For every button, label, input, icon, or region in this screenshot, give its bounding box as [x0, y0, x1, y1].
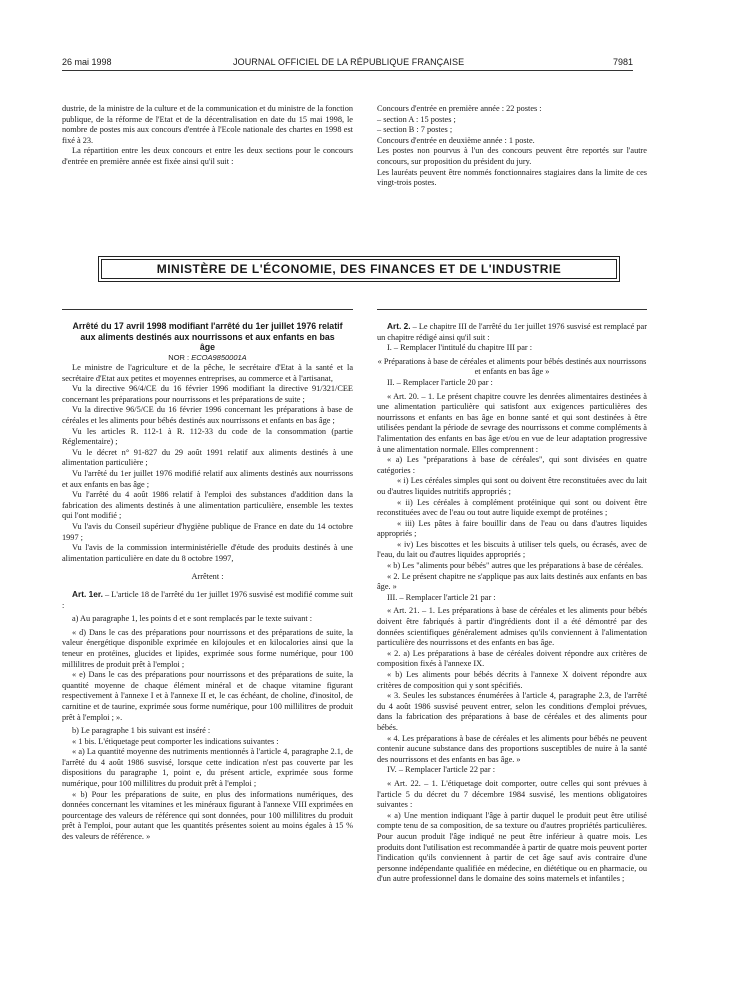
- article-2-text: – Le chapitre III de l'arrêté du 1er juillet 1976 susvisé est remplacé par un chapitre rédigé ainsi qu'il suit :: [377, 322, 647, 342]
- paragraph: Vu l'avis du Conseil supérieur d'hygiène publique de France en date du 14 octobre 1997 ;: [62, 522, 353, 542]
- article-2: [377, 321, 647, 343]
- header-page-number: 7981: [612, 57, 633, 67]
- paragraph: a) Au paragraphe 1, les points d et e sont remplacés par le texte suivant :: [72, 614, 313, 624]
- article-1-label: Art. 1er.: [72, 588, 103, 599]
- header-rule: [62, 70, 633, 71]
- nor-code: ECOA9850001A: [191, 352, 247, 362]
- paragraph: Les lauréats peuvent être nommés fonctionnaires stagiaires dans la limite de ces vingt-trois postes.: [377, 167, 647, 188]
- section-rule-left: [62, 309, 353, 310]
- article-1-text: – L'article 18 de l'arrêté du 1er juillet 1976 susvisé est modifié comme suit :: [62, 589, 353, 610]
- paragraph: « b) Les "aliments pour bébés" autres que les préparations à base de céréales.: [387, 561, 644, 571]
- paragraph: « Art. 20. – 1. Le présent chapitre couvre les denrées alimentaires destinées à une alimentation particulière qui satisfont aux exigences particulières des nourrissons et enfants en bas âge en bonne santé et qui sont destinées à être utilisées pendant la période de sevrage des nourrissons et comme compléments à l'alimentation des enfants en bas âge et/ou en vue de leur adaptation progressive à une alimentation normale. Elles comprennent :: [377, 391, 647, 454]
- header-date: 26 mai 1998: [62, 57, 112, 67]
- paragraph: La répartition entre les deux concours et entre les deux sections pour le concours d'entrée en première année est fixée ainsi qu'il suit :: [62, 146, 353, 166]
- paragraph: – section A : 15 postes ;: [377, 114, 456, 124]
- paragraph: I. – Remplacer l'intitulé du chapitre III par :: [387, 343, 533, 353]
- paragraph: Vu l'avis de la commission interministérielle d'étude des produits destinés à une alimentation particulière en date du 8 octobre 1997,: [62, 543, 353, 563]
- paragraph: Vu la directive 96/4/CE du 16 février 1996 modifiant la directive 91/321/CEE concernant les préparations pour nourrissons et les préparations de suite ;: [62, 384, 353, 404]
- paragraph: Vu le décret n° 91-827 du 29 août 1991 relatif aux aliments destinés à une alimentation particulière ;: [62, 447, 353, 468]
- paragraph: « 2. Le présent chapitre ne s'applique pas aux laits destinés aux enfants en bas âge. »: [377, 571, 647, 592]
- arretent: Arrêtent :: [191, 572, 224, 582]
- paragraph: « b) Pour les préparations de suite, en plus des informations numériques, des données concernant les vitamines et les minéraux figurant à l'annexe VIII exprimées en pourcentage des valeurs de référence qui sont données, pour 100 millilitres du produit prêt à l'emploi, pour autant que les quantités présentes soient au moins égales à 15 % des valeurs de référence. »: [62, 789, 353, 842]
- paragraph: Les postes non pourvus à l'un des concours peuvent être reportés sur l'autre concours, sur proposition du président du jury.: [377, 146, 647, 166]
- paragraph: « iv) Les biscottes et les biscuits à utiliser tels quels, ou écrasés, avec de l'eau, du lait ou d'autres liquides appropriés ;: [377, 539, 647, 560]
- nor-reference: [62, 353, 353, 364]
- paragraph: « iii) Les pâtes à faire bouillir dans de l'eau ou dans d'autres liquides appropriés ;: [377, 518, 647, 539]
- section-rule-right: [377, 309, 647, 310]
- nor-label: NOR :: [168, 352, 190, 362]
- decree-right-column: [377, 321, 647, 885]
- decree-left-column: [62, 321, 353, 843]
- paragraph: « 2. a) Les préparations à base de céréales doivent répondre aux critères de composition fixés à l'annexe IX.: [377, 648, 647, 669]
- paragraph: IV. – Remplacer l'article 22 par :: [387, 765, 496, 775]
- paragraph: Vu l'arrêté du 4 août 1986 relatif à l'emploi des substances d'addition dans la fabrication des aliments destinés à une alimentation particulière, ensemble les textes qui l'ont modifié ;: [62, 490, 353, 521]
- paragraph: Le ministre de l'agriculture et de la pêche, le secrétaire d'Etat à la santé et la secrétaire d'Etat aux petites et moyennes entreprises, au commerce et à l'artisanat,: [62, 363, 353, 383]
- article-1: [62, 589, 353, 611]
- header-journal-title: JOURNAL OFFICIEL DE LA RÉPUBLIQUE FRANÇAISE: [233, 57, 465, 67]
- top-left-column: [62, 104, 353, 168]
- paragraph: « d) Dans le cas des préparations pour nourrissons et des préparations de suite, la valeur énergétique disponible exprimée en kilojoules et en kilocalories ainsi que la teneur en protéines, glucides et lipides, exprimée sous forme numérique, pour 100 millilitres de produit prêt à l'emploi ;: [62, 627, 353, 669]
- paragraph: « Art. 21. – 1. Les préparations à base de céréales et les aliments pour bébés doivent être fabriqués à partir d'ingrédients dont il a été démontré par des données scientifiques généralement admises qu'ils conviennent à l'alimentation particulière des nourrissons et des enfants en bas âge.: [377, 606, 647, 648]
- paragraph: dustrie, de la ministre de la culture et de la communication et du ministre de la fonction publique, de la réforme de l'Etat et de la décentralisation en date du 15 mai 1998, le nombre de postes mis aux concours d'entrée à l'Ecole nationale des chartes en 1998 est fixé à 23.: [62, 104, 353, 145]
- paragraph: b) Le paragraphe 1 bis suivant est inséré :: [72, 726, 211, 736]
- paragraph: « 1 bis. L'étiquetage peut comporter les indications suivantes :: [72, 736, 279, 746]
- paragraph: « ii) Les céréales à complément protéinique qui sont ou doivent être reconstituées avec de l'eau ou tout autre liquide exempt de protéines ;: [377, 497, 647, 518]
- paragraph: « Art. 22. – 1. L'étiquetage doit comporter, outre celles qui sont prévues à l'article 5 du décret du 7 décembre 1984 susvisé, les mentions obligatoires suivantes :: [377, 778, 647, 810]
- ministry-heading: MINISTÈRE DE L'ÉCONOMIE, DES FINANCES ET DE L'INDUSTRIE: [156, 262, 562, 276]
- paragraph: « a) Les "préparations à base de céréales", qui sont divisées en quatre catégories :: [377, 455, 647, 475]
- paragraph: « a) La quantité moyenne des nutriments mentionnés à l'article 4, paragraphe 2.1, de l'arrêté du 4 août 1986 susvisé, lorsque cette indication n'est pas couverte par les dispositions du paragraphe 1, point e, du présent article, exprimée sous forme numérique, pour 100 millilitres du produit prêt à l'emploi ;: [62, 747, 353, 789]
- paragraph: Concours d'entrée en première année : 22 postes :: [377, 104, 542, 113]
- paragraph: « 4. Les préparations à base de céréales et les aliments pour bébés ne peuvent contenir aucune substance dans des proportions susceptibles de nuire à la santé des nourrissons et des enfants en bas âge. »: [377, 733, 647, 764]
- ministry-heading-box: [98, 256, 620, 282]
- paragraph: « Préparations à base de céréales et aliments pour bébés destinés aux nourrissons et enfants en bas âge »: [377, 356, 647, 377]
- paragraph: Vu l'arrêté du 1er juillet 1976 modifié relatif aux aliments destinés aux nourrissons et aux enfants en bas âge ;: [62, 469, 353, 489]
- paragraph: « 3. Seules les substances énumérées à l'article 4, paragraphe 2.3, de l'arrêté du 4 août 1986 susvisé peuvent entrer, selon les conditions d'emploi prévues, dans la fabrication des préparations à base de céréales et des aliments pour bébés.: [377, 691, 647, 732]
- paragraph: « e) Dans le cas des préparations pour nourrissons et des préparations de suite, la quantité moyenne de chaque élément minéral et de chaque vitamine figurant respectivement à l'annexe I et à l'annexe II et, le cas échéant, de choline, d'inositol, de carnitine et de taurine, exprimée sous forme numérique, pour 100 millilitres de produit prêt à l'emploi ; ».: [62, 670, 353, 722]
- decree-title: Arrêté du 17 avril 1998 modifiant l'arrêté du 1er juillet 1976 relatif aux aliments destinés aux nourrissons et aux enfants en bas âge: [72, 321, 343, 352]
- paragraph: III. – Remplacer l'article 21 par :: [387, 592, 496, 602]
- article-2-label: Art. 2.: [387, 321, 411, 331]
- paragraph: « a) Une mention indiquant l'âge à partir duquel le produit peut être utilisé compte tenu de sa composition, de sa texture ou d'autres propriétés particulières. Pour aucun produit l'âge indiqué ne peut être inférieur à quatre mois. Les produits dont l'utilisation est recommandée à partir de quatre mois peuvent porter l'indication qu'ils conviennent à partir de cet âge sauf avis contraire d'une personne indépendante qualifiée en médecine, en diététique ou en pharmacie, ou d'un autre professionnel dans le domaine des soins maternels et infantiles ;: [377, 810, 647, 884]
- top-right-column: [377, 104, 647, 189]
- paragraph: – section B : 7 postes ;: [377, 125, 453, 135]
- paragraph: « i) Les céréales simples qui sont ou doivent être reconstituées avec du lait ou d'autres liquides nutritifs appropriés ;: [377, 476, 647, 496]
- paragraph: Concours d'entrée en deuxième année : 1 poste.: [377, 135, 535, 145]
- paragraph: Vu la directive 96/5/CE du 16 février 1996 concernant les préparations à base de céréales et les aliments pour bébés destinés aux nourrissons et enfants en bas âge ;: [62, 405, 353, 426]
- paragraph: « b) Les aliments pour bébés décrits à l'annexe X doivent répondre aux critères de composition qui y sont spécifiés.: [377, 670, 647, 690]
- paragraph: II. – Remplacer l'article 20 par :: [387, 377, 493, 387]
- paragraph: Vu les articles R. 112-1 à R. 112-33 du code de la consommation (partie Réglementaire) ;: [62, 426, 353, 447]
